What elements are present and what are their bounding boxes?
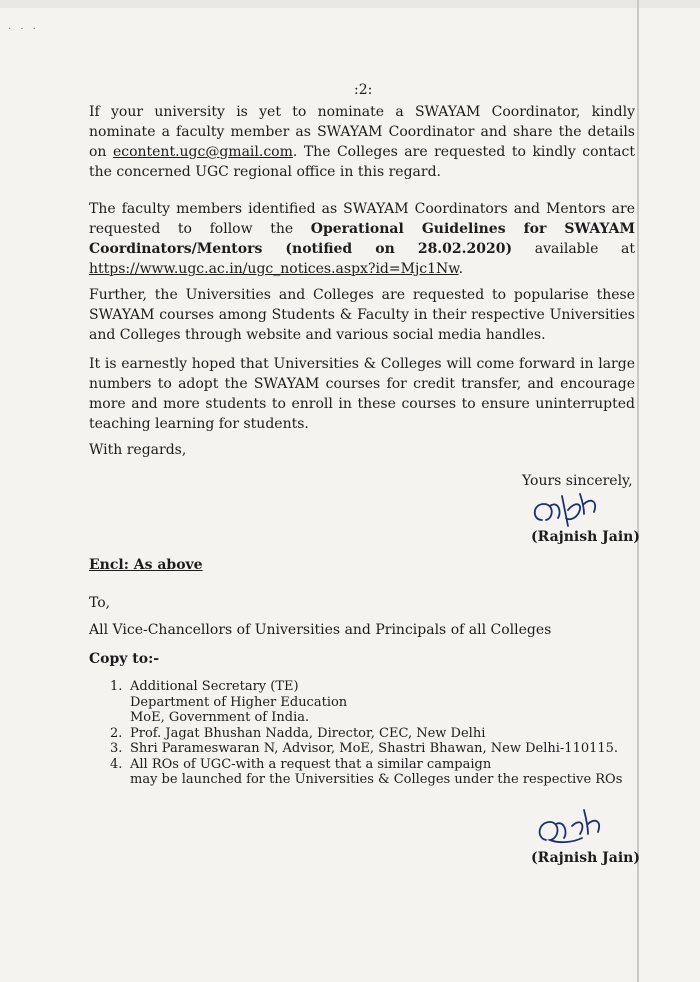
p1-text-end: . The Colleges are requested to kindly contact the concerned UGC regional office in this regard. xyxy=(89,144,635,180)
copy-to-line: Additional Secretary (TE) xyxy=(130,679,299,694)
scan-top-shade xyxy=(0,0,700,8)
copy-to-line: may be launched for the Universities & Colleges under the respective ROs xyxy=(130,772,623,787)
copy-to-line: Prof. Jagat Bhushan Nadda, Director, CEC, New Delhi xyxy=(130,725,486,741)
p2-text-end: . xyxy=(458,261,464,277)
copy-to-item-number: 1. xyxy=(110,679,123,694)
copy-to-item xyxy=(110,679,622,726)
copy-to-item-number: 3. xyxy=(110,741,123,756)
addressees: All Vice-Chancellors of Universities and Principals of all Colleges xyxy=(89,622,552,638)
copy-to-item-number: 4. xyxy=(110,756,123,772)
signatory-name-footer: (Rajnish Jain) xyxy=(531,850,640,866)
copy-to-item xyxy=(110,726,622,742)
copy-to-line: All ROs of UGC-with a request that a similar campaign xyxy=(130,756,492,772)
p2-text-start: The faculty members identified as SWAYAM Coordinators and Mentors are requested to follow the xyxy=(89,201,635,237)
paragraph-nominate-coordinator xyxy=(89,102,635,182)
to-label: To, xyxy=(89,595,111,611)
copy-to-label: Copy to:- xyxy=(89,651,160,667)
copy-to-line: Shri Parameswaran N, Advisor, MoE, Shastri Bhawan, New Delhi-110115. xyxy=(130,741,619,756)
signatory-name: (Rajnish Jain) xyxy=(531,529,640,545)
signature-mark-2 xyxy=(534,808,610,854)
p1-text-start: If your university is yet to nominate a SWAYAM Coordinator, kindly nominate a faculty member as SWAYAM Coordinator and share the details on xyxy=(89,104,635,160)
copy-to-line: Department of Higher Education xyxy=(130,694,348,710)
paragraph-hope: It is earnestly hoped that Universities & Colleges will come forward in large numbers to adopt the SWAYAM courses for credit transfer, and encourage more and more students to enroll in these courses to ensure uninterrupted teaching learning for students. xyxy=(89,356,635,432)
copy-to-item xyxy=(110,757,622,788)
copy-to-list xyxy=(110,679,622,788)
scan-specks: · · · xyxy=(8,24,39,35)
guidelines-title: Operational Guidelines for SWAYAM Coordinators/Mentors (notified on 28.02.2020) xyxy=(89,221,635,257)
enclosure-note: Encl: As above xyxy=(89,557,203,573)
copy-to-line: MoE, Government of India. xyxy=(130,710,310,725)
sign-off: Yours sincerely, xyxy=(522,473,633,489)
scan-edge-line xyxy=(637,0,639,982)
copy-to-item xyxy=(110,741,622,757)
closing-regards: With regards, xyxy=(89,442,187,458)
guidelines-url-link[interactable]: https://www.ugc.ac.in/ugc_notices.aspx?id=Mjc1Nw xyxy=(89,261,459,277)
p2-text-middle: available at xyxy=(512,241,635,257)
paragraph-guidelines xyxy=(89,199,635,279)
page-number: :2: xyxy=(354,82,373,98)
email-link[interactable]: econtent.ugc@gmail.com xyxy=(112,144,293,160)
copy-to-item-number: 2. xyxy=(110,725,123,741)
paragraph-popularise: Further, the Universities and Colleges are requested to popularise these SWAYAM courses among Students & Faculty in their respective Universities and Colleges through website and various social media handles. xyxy=(89,287,635,343)
